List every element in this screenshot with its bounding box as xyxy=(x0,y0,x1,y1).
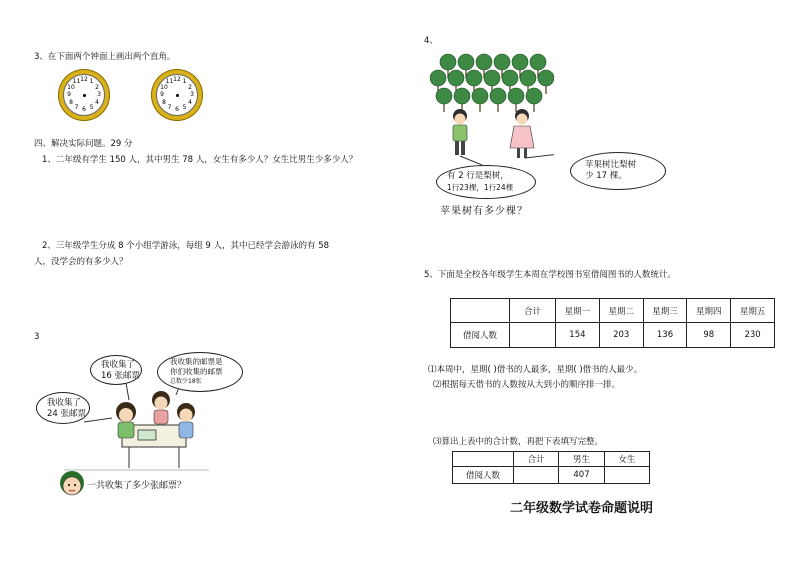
orchard-illustration xyxy=(430,52,554,227)
clock-number: 9 xyxy=(160,91,164,98)
clock-number: 5 xyxy=(182,103,187,111)
tree-canopy xyxy=(448,70,464,86)
stamp-question: 一共收集了多少张邮票？ xyxy=(87,481,187,491)
speech-bubble-minus-18 xyxy=(157,352,243,392)
table-row xyxy=(451,323,775,348)
question-5-title: 5、下面是全校各年级学生本周在学校图书室借阅图书的人数统计。 xyxy=(424,270,676,280)
tree-canopy xyxy=(454,88,470,104)
bubble-text: 我收集了 xyxy=(47,398,82,408)
tree-canopy xyxy=(466,70,482,86)
table-cell: 98 xyxy=(687,323,731,348)
tree-canopy xyxy=(476,54,492,70)
tree-canopy xyxy=(490,88,506,104)
clock-number: 10 xyxy=(67,83,75,91)
table-header-cell: 合计 xyxy=(510,299,556,323)
clock-number: 6 xyxy=(82,106,86,113)
clock-number: 1 xyxy=(182,78,187,85)
clock-number: 11 xyxy=(165,78,174,85)
footer-title: 二年级数学试卷命题说明 xyxy=(510,501,654,516)
bubble-text: 苹果树比梨树 xyxy=(585,160,637,170)
girl-leg xyxy=(524,148,527,158)
clock-face-right xyxy=(151,69,203,121)
row-label: 借阅人数 xyxy=(451,323,510,348)
table-header-cell: 星期一 xyxy=(556,299,600,323)
tree-canopy xyxy=(538,70,554,86)
clock-face-left xyxy=(58,69,110,121)
table-cell-girls[interactable] xyxy=(604,467,649,484)
tree-canopy xyxy=(494,54,510,70)
clock-dial xyxy=(63,74,105,116)
clock-number: 8 xyxy=(162,98,166,106)
clock-number: 7 xyxy=(74,103,79,111)
clock-number: 4 xyxy=(95,98,99,106)
clock-number: 12 xyxy=(173,76,181,83)
clock-number: 2 xyxy=(95,83,99,91)
table-row xyxy=(453,467,650,484)
tree-canopy xyxy=(458,54,474,70)
bubble-tail xyxy=(460,156,482,165)
stamp-collecting-illustration xyxy=(34,350,252,500)
sub-question-1: ⑴本周中，星期( )借书的人最多，星期( )借书的人最少。 xyxy=(428,365,643,375)
clock-dial xyxy=(156,74,198,116)
bubble-text: 1行23棵，1行24棵 xyxy=(447,183,514,192)
question-4-number: 4、 xyxy=(424,36,438,46)
table-header-row xyxy=(451,299,775,323)
table-cell: 407 xyxy=(559,467,604,484)
tree-canopy xyxy=(526,88,542,104)
speech-bubble-apple-trees xyxy=(570,152,666,190)
problem-1: 1、二年级有学生 150 人，其中男生 78 人，女生有多少人？女生比男生少多少人？ xyxy=(42,155,358,165)
clock-number: 5 xyxy=(89,103,94,111)
table-header-cell: 合计 xyxy=(514,452,559,467)
table-header-cell: 星期四 xyxy=(687,299,731,323)
clock-number: 8 xyxy=(69,98,73,106)
sub-question-2: ⑵根据每天借书的人数按从大到小的顺序排一排。 xyxy=(433,380,621,390)
clock-center-dot xyxy=(176,94,179,97)
clock-number: 3 xyxy=(190,91,194,98)
table-header-row xyxy=(453,452,650,467)
problem-2-line-2: 人，没学会的有多少人？ xyxy=(34,257,128,267)
bubble-text: 少 17 棵。 xyxy=(585,171,627,181)
section-4-title: 四、解决实际问题。29 分 xyxy=(34,139,133,149)
table-header-cell: 男生 xyxy=(559,452,604,467)
speech-bubble-pear-trees xyxy=(436,165,536,199)
tree-canopy xyxy=(530,54,546,70)
tree-canopy xyxy=(520,70,536,86)
bubble-tail xyxy=(525,152,554,158)
table-header-cell: 星期二 xyxy=(599,299,643,323)
girl-dress xyxy=(510,126,534,148)
table-cell: 154 xyxy=(556,323,600,348)
clock-number: 3 xyxy=(97,91,101,98)
speech-bubble-24 xyxy=(36,392,90,424)
clock-number: 4 xyxy=(188,98,192,106)
clock-number: 6 xyxy=(175,106,179,113)
gender-total-table xyxy=(452,451,650,484)
table-cell: 230 xyxy=(731,323,775,348)
borrowing-stats-table xyxy=(450,298,775,348)
speech-bubble-16 xyxy=(90,355,142,385)
row-label: 借阅人数 xyxy=(453,467,514,484)
clock-center-dot xyxy=(83,94,86,97)
tree-canopy xyxy=(484,70,500,86)
girl-leg xyxy=(517,148,520,158)
boy-leg xyxy=(461,141,465,155)
boy-leg xyxy=(455,141,459,155)
tree-canopy xyxy=(436,88,452,104)
problem-3-number: 3 xyxy=(34,332,40,342)
bubble-text: 总数少18张 xyxy=(170,378,202,385)
table-header-cell: 女生 xyxy=(604,452,649,467)
bubble-text: 24 张邮票 xyxy=(47,409,87,419)
clock-number: 1 xyxy=(89,78,94,85)
table-cell: 136 xyxy=(643,323,687,348)
clock-number: 9 xyxy=(67,91,71,98)
sub-question-3: ⑶算出上表中的合计数，再把下表填写完整。 xyxy=(433,437,604,447)
apple-tree-question: 苹果树有多少棵？ xyxy=(440,206,528,217)
tree-canopy xyxy=(508,88,524,104)
tree-canopy xyxy=(440,54,456,70)
table-cell: 203 xyxy=(599,323,643,348)
table-header-cell: 星期五 xyxy=(731,299,775,323)
table-header-cell: 星期三 xyxy=(643,299,687,323)
clock-number: 7 xyxy=(167,103,172,111)
tree-canopy xyxy=(502,70,518,86)
question-3-title: 3、在下面两个钟面上画出两个直角。 xyxy=(34,52,176,62)
boy-shirt xyxy=(453,125,467,141)
bubble-text: 你们收集的邮票 xyxy=(170,367,223,376)
tree-canopy xyxy=(430,70,446,86)
boy-face xyxy=(455,114,466,125)
girl-face xyxy=(517,114,528,125)
clock-number: 12 xyxy=(80,76,88,83)
clock-number: 11 xyxy=(72,78,81,85)
clock-number: 2 xyxy=(188,83,192,91)
bubble-text: 我收集了 xyxy=(101,360,136,370)
bubble-text: 我收集的邮票是 xyxy=(170,357,223,366)
clock-number: 10 xyxy=(160,83,168,91)
tree-canopy xyxy=(472,88,488,104)
table-header-cell xyxy=(451,299,510,323)
tree-canopy xyxy=(512,54,528,70)
bubble-text: 16 张邮票 xyxy=(101,371,141,381)
bubble-text: 有 2 行是梨树， xyxy=(447,171,509,181)
table-cell-total[interactable] xyxy=(510,323,556,348)
problem-2-line-1: 2、三年级学生分成 8 个小组学游泳，每组 9 人，其中已经学会游泳的有 58 xyxy=(42,241,330,251)
table-header-cell xyxy=(453,452,514,467)
table-cell-total[interactable] xyxy=(514,467,559,484)
